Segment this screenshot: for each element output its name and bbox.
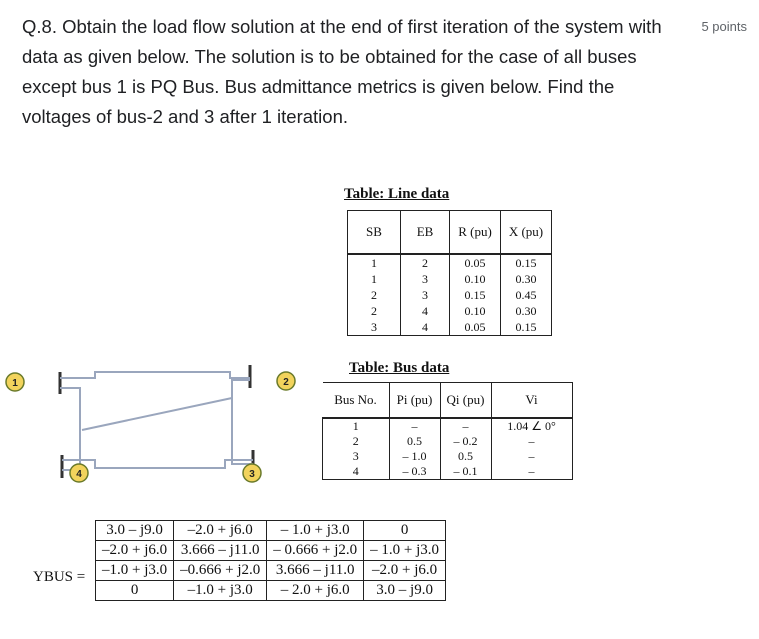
table-cell: 2: [348, 303, 401, 319]
table-cell: 0.10: [450, 271, 501, 287]
table-cell: 0.5: [440, 449, 491, 464]
bus-node-4-label: 4: [76, 469, 82, 480]
table-cell: 1: [348, 271, 401, 287]
points-label: 5 points: [701, 19, 747, 34]
table-cell: – 1.0: [389, 449, 440, 464]
table-cell: 2: [401, 254, 450, 271]
table-cell: 1.04 ∠ 0°: [491, 418, 572, 434]
question-text: Q.8. Obtain the load flow solution at the end of first iteration of the system with data as given below. The solution is to be obtained for the case of all buses except bus 1 is PQ Bus. Bus admittance metrics is given below. Find the voltages of bus-2 and 3 after 1 iteration.: [22, 16, 662, 127]
matrix-row: [96, 581, 446, 601]
table-cell: 0.10: [450, 303, 501, 319]
line-1-2: [60, 372, 250, 378]
table-cell: 4: [401, 319, 450, 336]
matrix-cell: – 2.0 + j6.0: [267, 581, 364, 601]
table-cell: 3: [323, 449, 390, 464]
matrix-cell: 0: [364, 521, 446, 541]
bus-node-1-label: 1: [12, 378, 18, 389]
table-cell: – 0.3: [389, 464, 440, 480]
table-cell: 0.05: [450, 254, 501, 271]
matrix-cell: –0.666 + j2.0: [174, 561, 267, 581]
table-row: [323, 464, 573, 480]
table-cell: 3: [401, 271, 450, 287]
matrix-cell: 3.0 – j9.0: [364, 581, 446, 601]
matrix-cell: –1.0 + j3.0: [174, 581, 267, 601]
table-row: [348, 271, 552, 287]
table-cell: 0.15: [501, 254, 552, 271]
header-cell: Qi (pu): [440, 383, 491, 419]
header-cell: Pi (pu): [389, 383, 440, 419]
table-cell: – 0.1: [440, 464, 491, 480]
table-header-row: [323, 383, 573, 419]
line-table-title: Table: Line data: [344, 186, 450, 202]
matrix-cell: –1.0 + j3.0: [96, 561, 174, 581]
matrix-cell: – 1.0 + j3.0: [364, 541, 446, 561]
table-row: [348, 319, 552, 336]
table-cell: –: [491, 449, 572, 464]
line-data-table: [347, 210, 552, 336]
matrix-row: [96, 541, 446, 561]
header-cell: Bus No.: [323, 383, 390, 419]
table-header-row: [348, 211, 552, 255]
table-cell: 2: [348, 287, 401, 303]
table-cell: –: [389, 418, 440, 434]
table-cell: – 0.2: [440, 434, 491, 449]
table-cell: 0.15: [450, 287, 501, 303]
table-cell: 1: [348, 254, 401, 271]
table-cell: –: [440, 418, 491, 434]
matrix-cell: 3.666 – j11.0: [174, 541, 267, 561]
ybus-matrix: [95, 520, 446, 601]
bus-node-2: [277, 372, 295, 390]
header-cell: R (pu): [450, 211, 501, 255]
table-cell: 0.05: [450, 319, 501, 336]
table-cell: 3: [401, 287, 450, 303]
bus-node-4: [70, 464, 88, 482]
line-2-3: [232, 380, 253, 464]
matrix-row: [96, 521, 446, 541]
matrix-row: [96, 561, 446, 581]
matrix-cell: – 1.0 + j3.0: [267, 521, 364, 541]
matrix-cell: 3.0 – j9.0: [96, 521, 174, 541]
table-cell: 0.30: [501, 303, 552, 319]
line-3-4: [62, 460, 253, 468]
header-cell: SB: [348, 211, 401, 255]
matrix-cell: 0: [96, 581, 174, 601]
table-row: [348, 254, 552, 271]
header-cell: X (pu): [501, 211, 552, 255]
line-diagonal: [82, 398, 232, 430]
table-row: [323, 434, 573, 449]
table-cell: 4: [401, 303, 450, 319]
table-cell: 1: [323, 418, 390, 434]
bus-table-title: Table: Bus data: [349, 360, 450, 376]
table-cell: 4: [323, 464, 390, 480]
table-row: [348, 287, 552, 303]
table-row: [323, 449, 573, 464]
matrix-cell: –2.0 + j6.0: [96, 541, 174, 561]
bus-node-1: [6, 373, 24, 391]
bus-node-2-label: 2: [283, 377, 289, 388]
ybus-label: YBUS =: [33, 569, 86, 585]
table-cell: –: [491, 464, 572, 480]
table-cell: 3: [348, 319, 401, 336]
bus-node-3: [243, 464, 261, 482]
matrix-cell: –2.0 + j6.0: [174, 521, 267, 541]
table-row: [323, 418, 573, 434]
table-cell: 0.5: [389, 434, 440, 449]
header-cell: Vi: [491, 383, 572, 419]
table-cell: 2: [323, 434, 390, 449]
table-row: [348, 303, 552, 319]
matrix-cell: 3.666 – j11.0: [267, 561, 364, 581]
bus-data-table: [322, 382, 573, 480]
table-cell: 0.45: [501, 287, 552, 303]
network-diagram: [0, 360, 310, 500]
table-cell: –: [491, 434, 572, 449]
table-cell: 0.15: [501, 319, 552, 336]
table-cell: 0.30: [501, 271, 552, 287]
matrix-cell: – 0.666 + j2.0: [267, 541, 364, 561]
matrix-cell: –2.0 + j6.0: [364, 561, 446, 581]
header-cell: EB: [401, 211, 450, 255]
bus-node-3-label: 3: [249, 469, 255, 480]
